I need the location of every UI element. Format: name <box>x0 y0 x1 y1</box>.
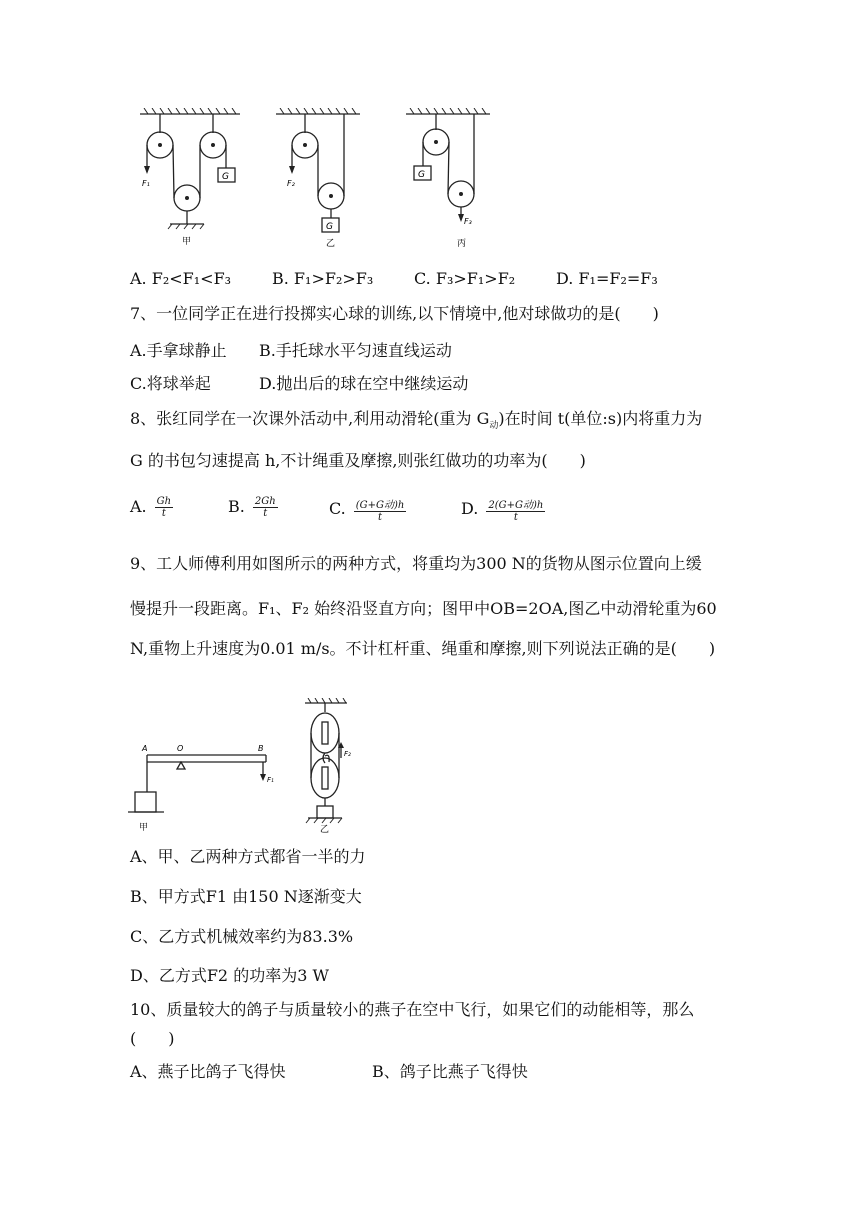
q8-option-a[interactable] <box>130 496 173 519</box>
q7-option-c[interactable]: C.将球举起 <box>130 374 211 393</box>
q8-option-b[interactable] <box>228 496 278 519</box>
fig-label-F3: F₃ <box>464 217 472 226</box>
fig-caption-yi: 乙 <box>320 825 330 835</box>
q8-option-a-denominator: t <box>161 508 166 519</box>
q8-option-a-numerator: Gh <box>156 496 172 507</box>
lever-pulley-figure <box>128 698 368 838</box>
fig-label-G-bing: G <box>418 170 425 180</box>
q8-stem-part1: 8、张红同学在一次课外活动中,利用动滑轮(重为 G <box>130 409 490 428</box>
fig-caption-jia: 甲 <box>139 823 149 833</box>
q10-option-a[interactable]: A、燕子比鸽子飞得快 <box>130 1062 286 1081</box>
fig-label-O: O <box>177 744 184 753</box>
fig-label-F2: F₂ <box>344 750 351 758</box>
q8-option-c-denominator: t <box>378 512 383 523</box>
fig-caption-yi: 乙 <box>326 239 336 249</box>
q8-option-d-numerator: 2(G+G动)h <box>486 496 545 512</box>
q6-option-c[interactable]: C. F₃>F₁>F₂ <box>414 269 516 288</box>
q8-option-a-label: A. <box>130 497 147 516</box>
q8-option-d-fraction <box>486 496 545 523</box>
fig-label-B: B <box>258 744 264 753</box>
q7-stem: 7、一位同学正在进行投掷实心球的训练,以下情境中,他对球做功的是( ) <box>130 304 659 323</box>
q8-subscript: 动 <box>489 421 499 432</box>
q8-option-c-numerator: (G+G动)h <box>354 496 407 512</box>
q8-option-b-fraction <box>253 496 278 519</box>
q8-option-d[interactable] <box>461 496 545 523</box>
q7-option-b[interactable]: B.手托球水平匀速直线运动 <box>259 341 452 360</box>
q8-stem-part2: )在时间 t(单位:s)内将重力为 <box>498 409 703 428</box>
q8-stem-line1 <box>130 408 702 437</box>
pulley-figures <box>130 108 510 256</box>
q8-option-c-label: C. <box>329 499 346 518</box>
q9-option-d[interactable]: D、乙方式F2 的功率为3 W <box>130 966 329 985</box>
q6-option-a[interactable]: A. F₂<F₁<F₃ <box>130 269 232 288</box>
q10-stem-line1: 10、质量较大的鸽子与质量较小的燕子在空中飞行，如果它们的动能相等，那么 <box>130 1000 695 1019</box>
fig-label-F1: F₁ <box>142 179 150 188</box>
q9-option-c[interactable]: C、乙方式机械效率约为83.3% <box>130 927 354 946</box>
q8-option-c-fraction <box>354 496 407 523</box>
q8-option-a-fraction <box>155 496 173 519</box>
fig-label-F2: F₂ <box>287 179 295 188</box>
fig-label-G-jia: G <box>222 172 229 182</box>
q8-stem-line2: G 的书包匀速提高 h,不计绳重及摩擦,则张红做功的功率为( ) <box>130 451 586 470</box>
q7-option-a[interactable]: A.手拿球静止 <box>130 341 227 360</box>
q10-stem-line2: ( ) <box>130 1029 175 1048</box>
q8-option-d-label: D. <box>461 499 479 518</box>
fig-caption-jia: 甲 <box>182 237 192 247</box>
q8-option-d-denominator: t <box>513 512 518 523</box>
q6-option-b[interactable]: B. F₁>F₂>F₃ <box>272 269 374 288</box>
q8-option-c[interactable] <box>329 496 406 523</box>
fig-label-A: A <box>142 744 148 753</box>
q9-option-a[interactable]: A、甲、乙两种方式都省一半的力 <box>130 847 366 866</box>
fig-label-F1: F₁ <box>267 776 274 784</box>
q9-stem-line1: 9、工人师傅利用如图所示的两种方式，将重均为300 N的货物从图示位置向上缓 <box>130 554 702 573</box>
q8-option-b-label: B. <box>228 497 245 516</box>
fig-caption-bing: 丙 <box>457 239 467 249</box>
q8-option-b-numerator: 2Gh <box>254 496 276 507</box>
q9-stem-line2: 慢提升一段距离。F₁、F₂ 始终沿竖直方向；图甲中OB=2OA,图乙中动滑轮重为60 <box>130 599 717 618</box>
q7-option-d[interactable]: D.抛出后的球在空中继续运动 <box>259 374 469 393</box>
q8-option-b-denominator: t <box>263 508 268 519</box>
q10-option-b[interactable]: B、鸽子比燕子飞得快 <box>372 1062 528 1081</box>
q6-option-d[interactable]: D. F₁=F₂=F₃ <box>556 269 658 288</box>
q9-stem-line3: N,重物上升速度为0.01 m/s。不计杠杆重、绳重和摩擦,则下列说法正确的是( ) <box>130 639 716 658</box>
fig-label-G-yi: G <box>326 222 333 232</box>
q9-option-b[interactable]: B、甲方式F1 由150 N逐渐变大 <box>130 887 362 906</box>
